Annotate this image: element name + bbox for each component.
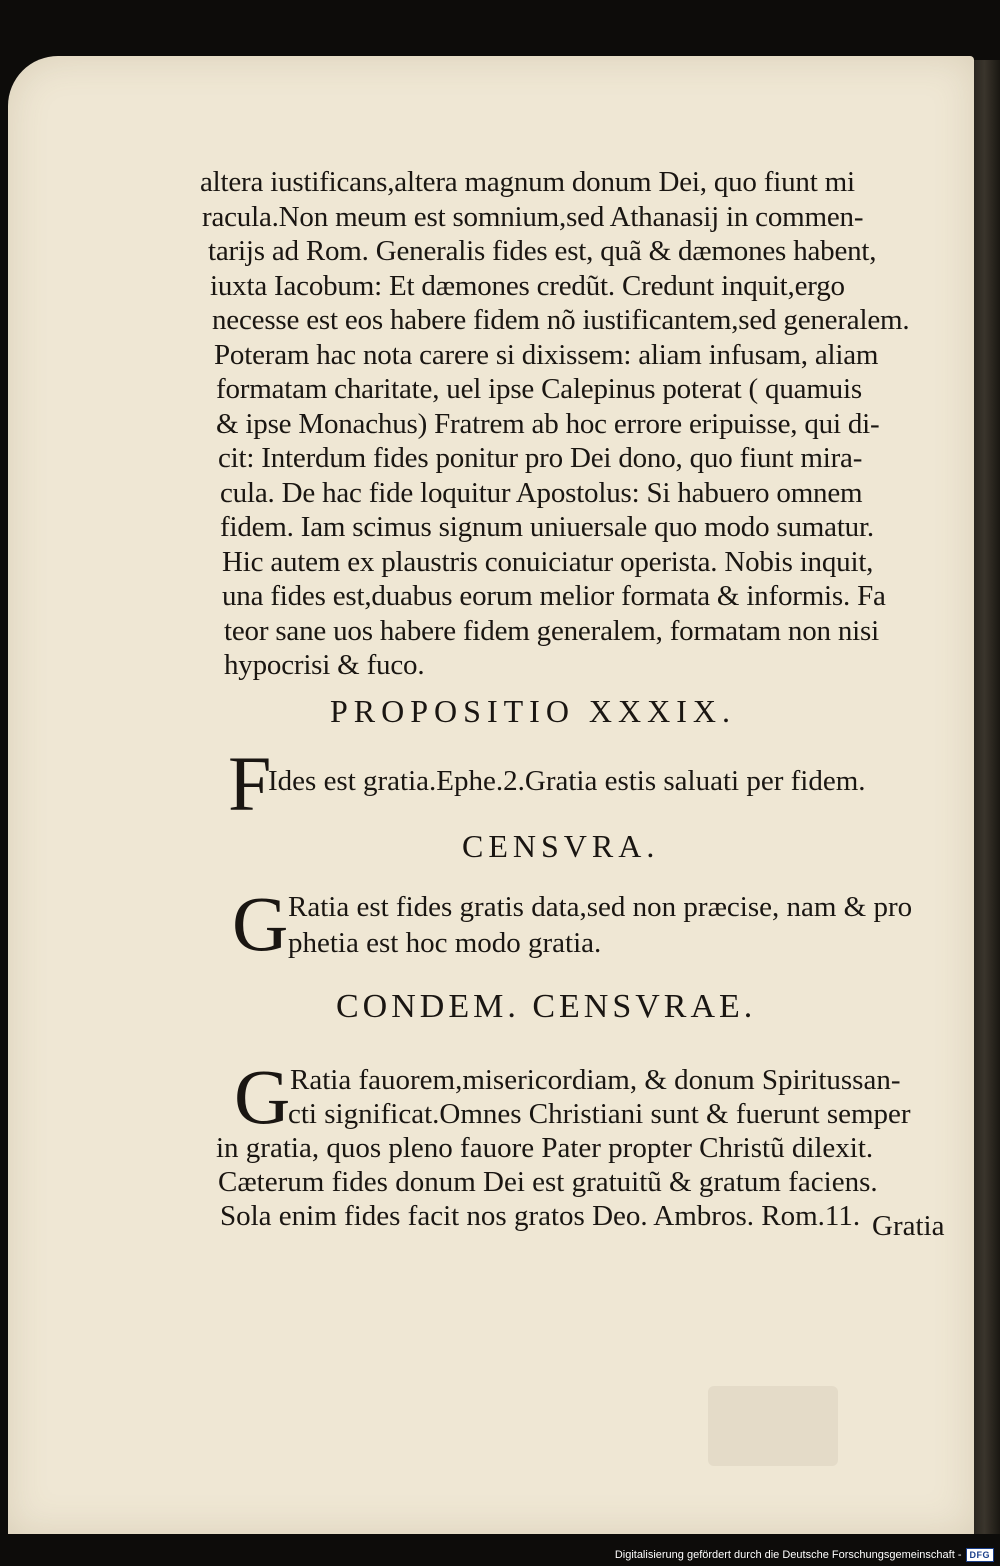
body-line: Hic autem ex plaustris conuiciatur operista. Nobis inquit,	[222, 545, 874, 578]
drop-cap: F	[228, 740, 272, 827]
condemnatio-line: Sola enim fides facit nos gratos Deo. Ambros. Rom.11.	[220, 1200, 861, 1232]
body-line: fidem. Iam scimus signum uniuersale quo modo sumatur.	[220, 511, 874, 543]
censura-heading: CENSVRA.	[462, 828, 660, 864]
body-line: & ipse Monachus) Fratrem ab hoc errore eripuisse, qui di-	[216, 407, 880, 440]
body-line: cula. De hac fide loquitur Apostolus: Si habuero omnem	[220, 476, 863, 509]
condemnatio-line: in gratia, quos pleno fauore Pater propter Christũ dilexit.	[216, 1132, 874, 1164]
dfg-logo: DFG	[966, 1548, 995, 1562]
censura-line: Ratia est fides gratis data,sed non præcise, nam & pro	[288, 891, 913, 923]
drop-cap: G	[234, 1053, 291, 1140]
condemnatio-line: Ratia fauorem,misericordiam, & donum Spiritussan-	[290, 1064, 901, 1096]
censura-paragraph	[232, 880, 972, 975]
faint-stamp	[708, 1386, 838, 1466]
body-text	[200, 165, 960, 683]
footer-text: Digitalisierung gefördert durch die Deutsche Forschungsgemeinschaft -	[614, 1549, 962, 1561]
body-line: formatam charitate, uel ipse Calepinus poterat ( quamuis	[216, 373, 862, 405]
censura-line: phetia est hoc modo gratia.	[288, 927, 602, 959]
body-line: teor sane uos habere fidem generalem, formatam non nisi	[224, 614, 879, 647]
body-line: altera iustificans,altera magnum donum Dei, quo fiunt mi	[200, 166, 855, 198]
condemnatio-paragraph	[216, 1053, 974, 1238]
page-edge	[974, 60, 1000, 1534]
body-line: iuxta Iacobum: Et dæmones credũt. Credunt inquit,ergo	[210, 269, 845, 302]
body-line: una fides est,duabus eorum melior formata & informis. Fa	[222, 580, 886, 612]
body-line: hypocrisi & fuco.	[224, 649, 425, 681]
propositio-paragraph	[228, 740, 968, 827]
body-line: Poteram hac nota carere si dixissem: aliam infusam, aliam	[214, 338, 879, 371]
condemnatio-heading: CONDEM. CENSVRAE.	[336, 988, 757, 1025]
catchword: Gratia	[872, 1210, 945, 1242]
body-line: cit: Interdum fides ponitur pro Dei dono, quo fiunt mira-	[218, 442, 863, 474]
body-line: tarijs ad Rom. Generalis fides est, quã & dæmones habent,	[208, 235, 877, 267]
condemnatio-line: cti significat.Omnes Christiani sunt & fuerunt semper	[288, 1098, 911, 1130]
propositio-text: Ides est gratia.Ephe.2.Gratia estis saluati per fidem.	[268, 765, 866, 797]
body-line: necesse est eos habere fidem nõ iustificantem,sed generalem.	[212, 304, 910, 336]
drop-cap: G	[232, 880, 289, 967]
digitization-footer	[615, 1548, 994, 1562]
propositio-heading: PROPOSITIO XXXIX.	[330, 693, 737, 729]
condemnatio-line: Cæterum fides donum Dei est gratuitũ & gratum faciens.	[218, 1166, 878, 1198]
body-line: racula.Non meum est somnium,sed Athanasij in commen-	[202, 200, 864, 233]
